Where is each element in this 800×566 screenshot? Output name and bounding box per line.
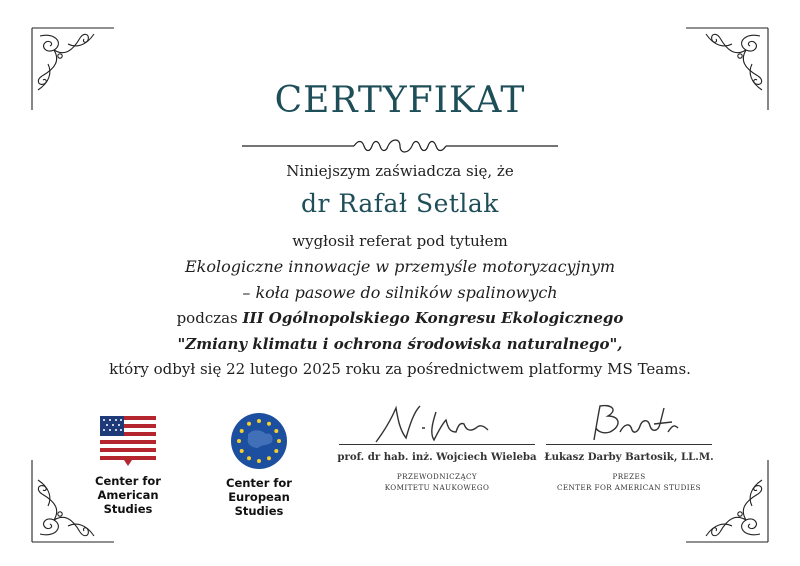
signatory-name-president: Łukasz Darby Bartosik, LL.M.	[544, 451, 714, 463]
handwritten-signature	[554, 402, 704, 444]
role-line1: PREZES	[612, 472, 646, 481]
logo-american-studies	[72, 412, 184, 516]
signatory-role-chairman	[332, 471, 542, 493]
signatory-name-chairman: prof. dr hab. inż. Wojciech Wieleba	[337, 451, 537, 463]
logo-european-studies	[202, 412, 316, 518]
signature-block-president	[544, 402, 714, 493]
congress-name: III Ogólnopolskiego Kongresu Ekologicznego	[242, 309, 624, 327]
divider-ornament	[242, 136, 558, 156]
eu-globe-icon	[228, 412, 290, 470]
role-line2: KOMITETU NAUKOWEGO	[384, 483, 490, 492]
role-line2: CENTER FOR AMERICAN STUDIES	[556, 483, 701, 492]
congress-line	[0, 309, 800, 327]
signature-block-chairman	[332, 402, 542, 493]
congress-subtitle: "Zmiany klimatu i ochrona środowiska naturalnego",	[177, 335, 623, 353]
us-flag-icon	[96, 412, 160, 468]
signature-line	[546, 444, 712, 445]
logo-us-line1: Center for	[95, 474, 161, 488]
handwritten-signature	[352, 402, 522, 444]
certificate-title: CERTYFIKAT	[274, 80, 526, 121]
logo-eu-line2: European Studies	[228, 490, 290, 518]
delivered-text: wygłosił referat pod tytułem	[292, 232, 508, 250]
during-prefix: podczas	[176, 309, 243, 327]
logo-us-line2: American Studies	[97, 488, 159, 516]
paper-title-line2: – koła pasowe do silników spalinowych	[242, 283, 558, 302]
intro-text: Niniejszym zaświadcza się, że	[286, 162, 514, 180]
signature-line	[339, 444, 535, 445]
signatory-role-president	[544, 471, 714, 493]
role-line1: PRZEWODNICZĄCY	[396, 472, 478, 481]
paper-title-line1: Ekologiczne innowacje w przemyśle motoryzacyjnym	[184, 257, 616, 276]
logo-eu-line1: Center for	[226, 476, 292, 490]
recipient-name: dr Rafał Setlak	[301, 189, 499, 218]
event-details: który odbył się 22 lutego 2025 roku za pośrednictwem platformy MS Teams.	[109, 360, 691, 378]
